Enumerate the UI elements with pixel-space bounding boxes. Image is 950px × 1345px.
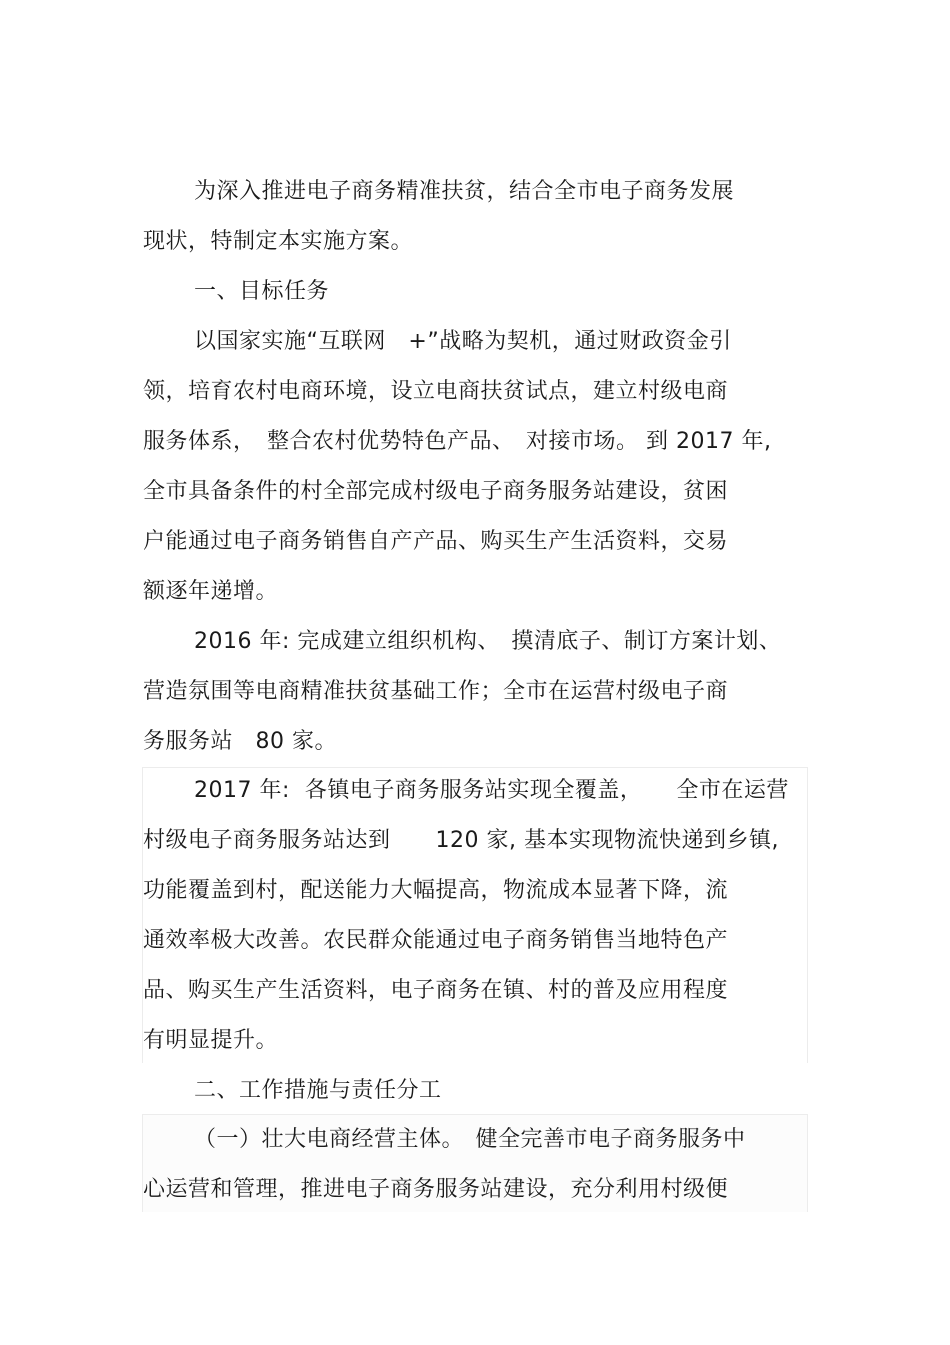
p2-line-2: 领，培育农村电商环境，设立电商扶贫试点，建立村级电商 xyxy=(143,379,729,404)
p5-line-1: （一）壮大电商经营主体。 健全完善市电子商务服务中 xyxy=(194,1127,746,1152)
p2-line-6: 额逐年递增。 xyxy=(143,579,279,604)
p4-line-6: 有明显提升。 xyxy=(143,1028,279,1053)
p2-line-4: 全市具备条件的村全部完成村级电子商务服务站建设，贫困 xyxy=(143,479,729,504)
p1-line-1: 为深入推进电子商务精准扶贫，结合全市电子商务发展 xyxy=(194,179,735,204)
p3-line-1: 2016 年: 完成建立组织机构、 摸清底子、制订方案计划、 xyxy=(194,629,782,654)
p2-line-5: 户能通过电子商务销售自产产品、购买生产生活资料，交易 xyxy=(143,529,729,554)
p2-line-1: 以国家实施“互联网 +”战略为契机，通过财政资金引 xyxy=(194,329,732,354)
highlight-box-2017 xyxy=(142,767,808,1063)
p4-line-2: 村级电子商务服务站达到 120 家, 基本实现物流快递到乡镇, xyxy=(143,828,779,853)
p4-line-4: 通效率极大改善。农民群众能通过电子商务销售当地特色产 xyxy=(143,928,729,953)
p4-line-1: 2017 年: 各镇电子商务服务站实现全覆盖， 全市在运营 xyxy=(194,778,789,803)
p5-line-2: 心运营和管理，推进电子商务服务站建设，充分利用村级便 xyxy=(143,1177,729,1202)
heading-goals: 一、目标任务 xyxy=(194,279,330,304)
p4-line-5: 品、购买生产生活资料，电子商务在镇、村的普及应用程度 xyxy=(143,978,729,1003)
p2-line-3: 服务体系， 整合农村优势特色产品、 对接市场。 到 2017 年, xyxy=(143,429,772,454)
heading-measures: 二、工作措施与责任分工 xyxy=(194,1078,442,1103)
p3-line-3: 务服务站 80 家。 xyxy=(143,729,337,754)
p3-line-2: 营造氛围等电商精准扶贫基础工作；全市在运营村级电子商 xyxy=(143,679,729,704)
p1-line-2: 现状，特制定本实施方案。 xyxy=(143,229,414,254)
p4-line-3: 功能覆盖到村，配送能力大幅提高，物流成本显著下降，流 xyxy=(143,878,729,903)
